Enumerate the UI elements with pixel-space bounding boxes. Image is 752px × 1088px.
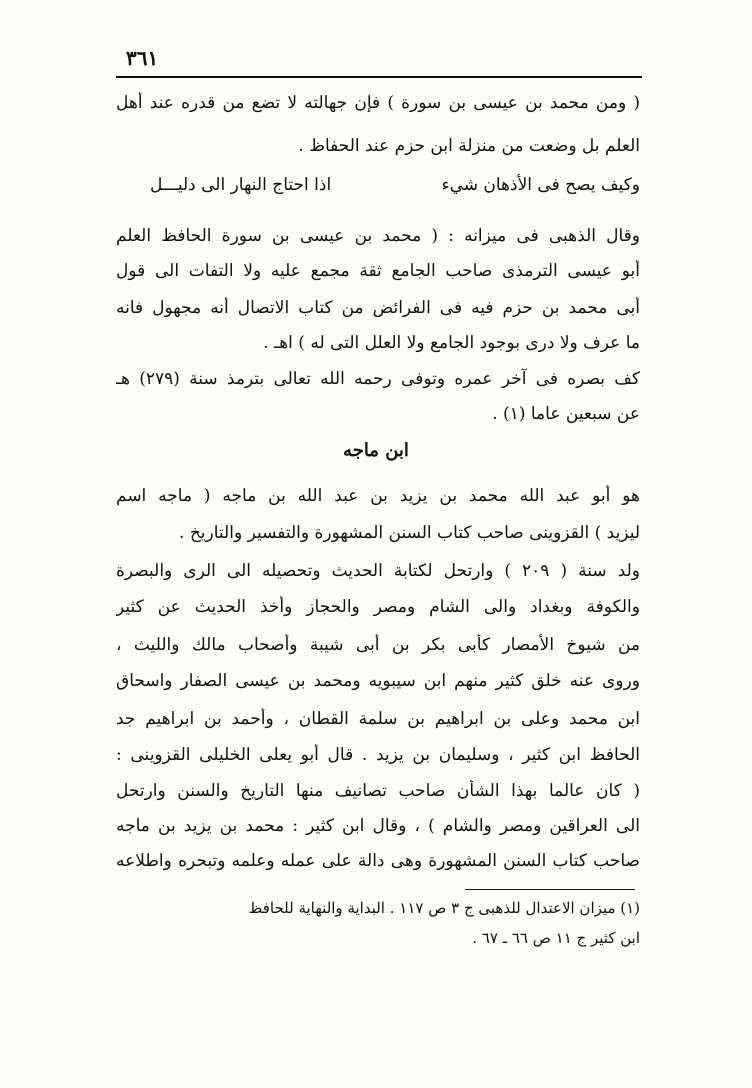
text-line: ابن محمد وعلى بن ابراهيم بن سلمة القطان ، وأحمد بن ابراهيم جد [116, 709, 640, 729]
footnote-rule [465, 889, 635, 890]
text-line: الحافظ ابن كثير ، وسليمان بن يزيد . قال أبو يعلى الخليلى القزوينى : [116, 745, 640, 765]
text-line: هو أبو عبد الله محمد بن يزيد بن عبد الله بن ماجه ( ماجه اسم [116, 486, 640, 506]
text-line: وقال الذهبى فى ميزانه : ( محمد بن عيسى بن سورة الحافظ العلم [116, 226, 640, 246]
text-line: العلم بل وضعت من منزلة ابن حزم عند الحفاظ . [298, 136, 640, 156]
text-line: ولد سنة ( ٢٠٩ ) وارتحل لكتابة الحديث وتحصيله الى الرى والبصرة [116, 561, 640, 581]
verse-hemistich-right: وكيف يصح فى الأذهان شيء [441, 175, 640, 195]
page-number: ٣٦١ [126, 46, 159, 70]
text-line: الى العراقين ومصر والشام ) ، وقال ابن كثير : محمد بن يزيد بن ماجه [116, 816, 640, 836]
text-line: أبى محمد بن حزم فيه فى الفرائض من كتاب الاتصال أنه مجهول فانه [116, 298, 640, 318]
text-line: ( كان عالما بهذا الشأن صاحب تصانيف منها التاريخ والسنن وارتحل [116, 781, 640, 801]
footnote-line: ابن كثير ج ١١ ص ٦٦ ـ ٦٧ . [472, 929, 640, 947]
text-line: ما عرف ولا درى بوجود الجامع ولا العلل التى له ) اهـ . [263, 333, 640, 353]
text-line: من شيوخ الأمصار كأبى بكر بن أبى شيبة وأصحاب مالك والليث ، [116, 635, 640, 655]
section-title: ابن ماجه [343, 440, 409, 461]
text-line: صاحب كتاب السنن المشهورة وهى دالة على عمله وعلمه وتبحره واطلاعه [116, 851, 640, 871]
text-line: ليزيد ) القزوينى صاحب كتاب السنن المشهورة والتفسير والتاريخ . [179, 523, 640, 543]
verse-hemistich-left: اذا احتاج النهار الى دليـــل [150, 175, 332, 195]
text-line: أبو عيسى الترمذى صاحب الجامع ثقة مجمع عليه ولا التفات الى قول [116, 261, 640, 281]
text-line: وروى عنه خلق كثير منهم ابن سيبويه ومحمد بن عيسى الصفار واسحاق [116, 671, 640, 691]
text-line: ( ومن محمد بن عيسى بن سورة ) فإن جهالته لا تضع من قدره عند أهل [116, 93, 640, 113]
header-rule [116, 76, 642, 78]
text-line: كف بصره فى آخر عمره وتوفى رحمه الله تعالى بترمذ سنة (٢٧٩) هـ [116, 369, 640, 389]
text-line: عن سبعين عاما (١) . [492, 404, 640, 424]
text-line: والكوفة وبغداد والى الشام ومصر والحجاز وأخذ الحديث عن كثير [116, 597, 640, 617]
footnote-line: (١) ميزان الاعتدال للذهبى ج ٣ ص ١١٧ . البداية والنهاية للحافظ [248, 899, 640, 917]
